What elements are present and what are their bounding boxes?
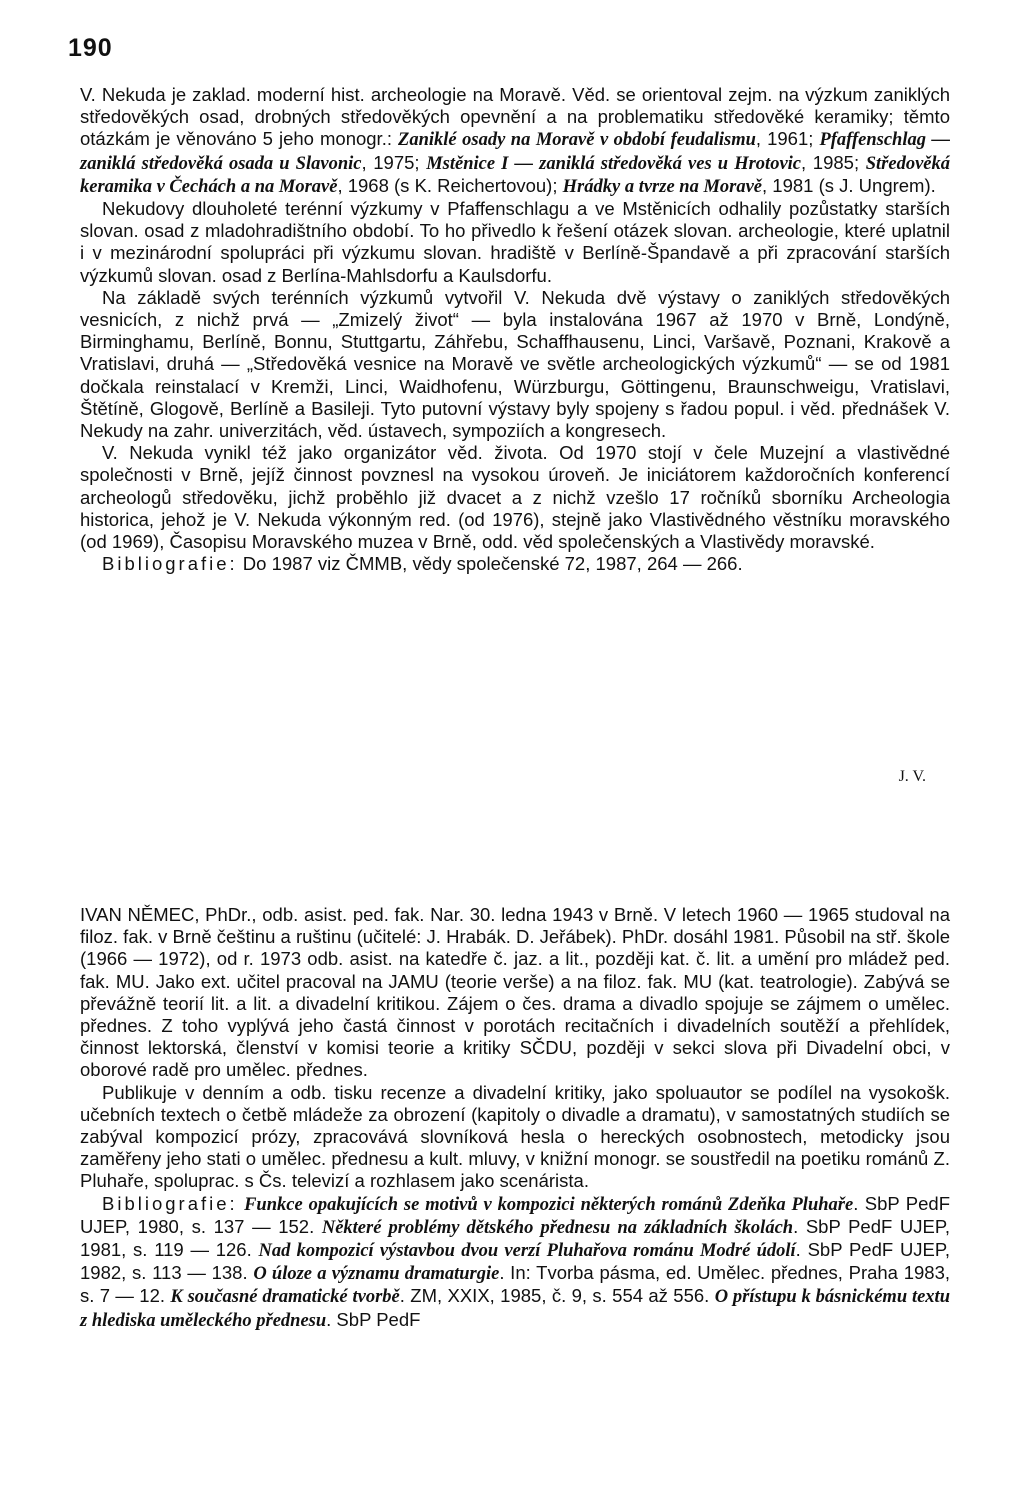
book-title: Mstěnice I — zaniklá středověká ves u Hrotovic — [426, 153, 802, 174]
work-title: Nad kompozicí výstavbou dvou verzí Pluhařova románu Modré údolí — [258, 1241, 796, 1262]
text-run: . In: Tvorba pásma, ed. Umělec. přednes, Praha 1983, s. 7 — 12. — [80, 1262, 950, 1307]
paragraph: Na základě svých terénních výzkumů vytvořil V. Nekuda dvě výstavy o zaniklých středověkých vesnicích, z nichž prvá — „Zmizelý život“ — byla instalována 1967 až 1970 v Brně, Londýně, Birminghamu, Berlíně, Bonnu, Stuttgartu, Záhřebu, Schaffhausenu, Linci, Varšavě, Poznani, Krakově a Vratislavi, druhá — „Středověká vesnice na Moravě ve světle archeologických výzkumů“ — se od 1981 dočkala reinstalací v Kremži, Linci, Waidhofenu, Würzburgu, Göttingenu, Braunschweigu, Vratislavi, Štětíně, Glogově, Berlíně a Basileji. Tyto putovní výstavy byly spojeny s řadou popul. i věd. přednášek V. Nekudy na zahr. univerzitách, věd. ústavech, sympoziích a kongresech. — [80, 286, 950, 442]
work-title: O přístupu k básnickému textu z hlediska uměleckého přednesu — [80, 1287, 950, 1331]
book-title: Pfaffenschlag — zaniklá středověká osada u Slavonic — [80, 130, 950, 174]
text-run: . SbP PedF — [326, 1308, 421, 1330]
text-run: V. Nekuda je zaklad. moderní hist. archeologie na Moravě. Věd. se orientoval zejm. na výzkum zaniklých středověkých osad, drobných středověkých opevnění a na problematiku středověké keramiky; těmto otázkám je věnováno 5 jeho monogr.: — [80, 84, 950, 150]
paragraph: IVAN NĚMEC, PhDr., odb. asist. ped. fak. Nar. 30. ledna 1943 v Brně. V letech 1960 — 1965 studoval na filoz. fak. v Brně češtinu a ruštinu (učitelé: J. Hrabák. D. Jeřábek). PhDr. dosáhl 1981. Působil na stř. škole (1966 — 1972), od r. 1973 odb. asist. na katedře č. jaz. a lit., později kat. č. lit. a umění pro mládež ped. fak. MU. Jako ext. učitel pracoval na JAMU (teorie verše) a na filoz. fak. MU (kat. teatrologie). Zabývá se převážně teorií lit. a lit. a divadelní kritikou. Zájem o čes. drama a divadlo spojuje se zájmem o umělec. přednes. Z toho vyplývá jeho častá činnost v porotách recitačních i divadelních soutěží a přehlídek, činnost lektorská, členství v komisi teorie a kritiky SČDU, později v sekci slova při Divadelní obci, v oborové radě pro umělec. přednes. — [80, 904, 950, 1081]
work-title: Funkce opakujících se motivů v kompozici některých románů Zdeňka Pluhaře — [244, 1194, 854, 1215]
text-run: , 1975; — [361, 151, 427, 173]
paragraph: Publikuje v denním a odb. tisku recenze a divadelní kritiky, jako spoluautor se podílel na vysokošk. učebních textech o četbě mládeže za obrození (kapitoly o divadle a dramatu), v samostatných studiích se zabýval kompozicí prózy, zpracovává slovníková hesla o hereckých osobnostech, metodicky jsou zaměřeny jeho stati o umělec. přednesu a kult. mluvy, v knižní monogr. se soustředil na poetiku románů Z. Pluhaře, spoluprac. s Čs. televizí a rozhlasem jako scenárista. — [80, 1081, 950, 1192]
text-run: Do 1987 viz ČMMB, vědy společenské 72, 1987, 264 — 266. — [237, 553, 743, 575]
author-signature: J. V. — [898, 768, 926, 785]
paragraph — [80, 84, 950, 198]
page-number: 190 — [68, 34, 113, 62]
text-run: , 1981 (s J. Ungrem). — [762, 174, 936, 196]
text-run: . SbP PedF UJEP, 1981, s. 119 — 126. — [80, 1215, 950, 1261]
text-run: . ZM, XXIX, 1985, č. 9, s. 554 až 556. — [399, 1285, 715, 1307]
book-title: Hrádky a tvrze na Moravě — [562, 176, 763, 197]
paragraph: V. Nekuda vynikl též jako organizátor věd. života. Od 1970 stojí v čele Muzejní a vlastivědné společnosti v Brně, jejíž činnost povznesl na vysokou úroveň. Je iniciátorem každoročních konferencí archeologů středověku, jichž proběhlo již dvacet a z nichž vzešlo 17 ročníků sborníku Archeologia historica, jehož je V. Nekuda výkonným red. (od 1976), stejně jako Vlastivědného věstníku moravského (od 1969), Časopisu Moravského muzea v Brně, odd. věd společenských a Vlastivědy moravské. — [80, 442, 950, 553]
text-run: , 1961; — [755, 128, 820, 150]
entry-nekuda — [80, 84, 950, 575]
text-run: , 1968 (s K. Reichertovou); — [337, 174, 563, 196]
bibliography — [80, 553, 950, 575]
work-title: O úloze a významu dramaturgie — [253, 1264, 500, 1285]
text-run: . SbP PedF UJEP, 1982, s. 113 — 138. — [80, 1239, 950, 1284]
text-run: . SbP PedF UJEP, 1980, s. 137 — 152. — [80, 1192, 950, 1237]
work-title: K současné dramatické tvorbě — [170, 1287, 400, 1308]
work-title: Některé problémy dětského přednesu na základních školách — [321, 1217, 794, 1238]
text-run: , 1985; — [801, 151, 866, 173]
book-title: Zaniklé osady na Moravě v období feudalismu — [398, 130, 756, 151]
bibliography-label: Bibliografie: — [102, 553, 238, 575]
paragraph: Nekudovy dlouholeté terénní výzkumy v Pfaffenschlagu a ve Mstěnicích odhalily pozůstatky starších slovan. osad z mladohradištního období. To ho přivedlo k řešení otázek slovan. archeologie, které uplatnil i v mezinárodní spolupráci při výzkumu slovan. hradiště v Berlíně-Špandavě a při zpracování starších výzkumů slovan. osad z Berlína-Mahlsdorfu a Kaulsdorfu. — [80, 198, 950, 286]
book-title: Středověká keramika v Čechách a na Moravě — [80, 153, 950, 197]
bibliography-label: Bibliografie: — [102, 1192, 238, 1214]
bibliography — [80, 1193, 950, 1332]
entry-nemec — [80, 904, 950, 1332]
